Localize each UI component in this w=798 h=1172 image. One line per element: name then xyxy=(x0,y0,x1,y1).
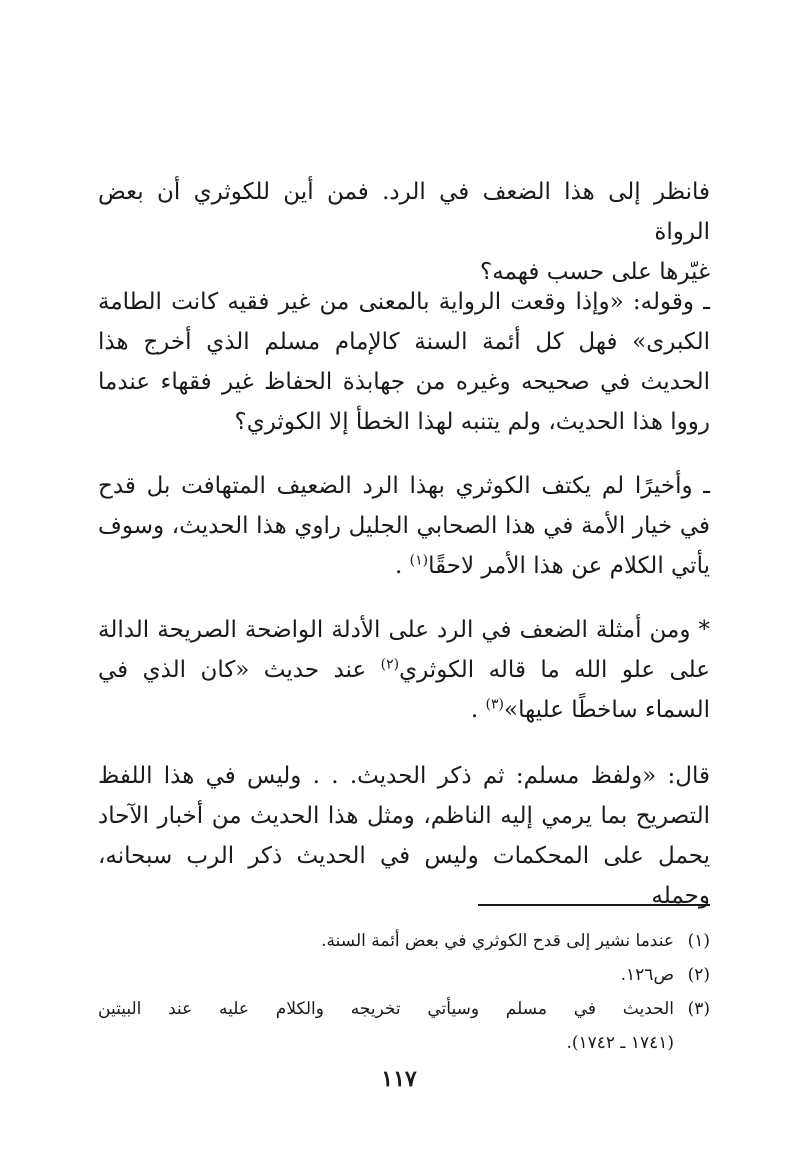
footnote-ref-3[interactable]: (٣) xyxy=(485,696,504,713)
footnote-3-continuation: (١٧٤١ ـ ١٧٤٢). xyxy=(566,1033,674,1053)
paragraph-4-part-1: * ومن أمثلة الضعف في الرد على الأدلة الواضحة الصريحة الدالة على علو الله ما قاله الكوثري xyxy=(98,617,710,683)
paragraph-1-line-1: فانظر إلى هذا الضعف في الرد. فمن أين للكوثري أن بعض الرواة xyxy=(98,179,711,245)
paragraph-4-part-2: عند حديث «كان الذي في السماء ساخطًا عليها» xyxy=(98,657,710,723)
footnote-ref-2[interactable]: (٢) xyxy=(380,656,400,673)
paragraph-5: قال: «ولفظ مسلم: ثم ذكر الحديث. . . وليس في هذا اللفظ التصريح بما يرمي إليه الناظم، ومثل هذا الحديث من أخبار الآحاد يحمل على المحكمات وليس في الحديث ذكر الرب سبحانه، وحمله xyxy=(98,763,710,909)
footnote-1-text: عندما نشير إلى قدح الكوثري في بعض أئمة السنة. xyxy=(321,931,674,951)
footnote-3 xyxy=(98,992,710,1060)
paragraph-1-line-2: غيّرها على حسب فهمه؟ xyxy=(480,259,710,285)
footnote-2 xyxy=(98,958,710,992)
paragraph-1 xyxy=(98,172,710,292)
footnote-3-text: الحديث في مسلم وسيأتي تخريجه والكلام عليه عند البيتين xyxy=(98,999,674,1019)
footnote-1-number: (١) xyxy=(687,931,710,951)
paragraph-4-end: . xyxy=(470,697,486,723)
footnote-divider xyxy=(478,904,710,906)
paragraph-4 xyxy=(98,610,710,730)
footnote-2-number: (٢) xyxy=(687,965,710,985)
footnote-1 xyxy=(98,924,710,958)
paragraph-3-end: . xyxy=(394,553,410,579)
page-number: ١١٧ xyxy=(381,1066,417,1092)
footnote-3-number: (٣) xyxy=(687,999,710,1019)
footnote-ref-1[interactable]: (١) xyxy=(409,552,429,569)
paragraph-3-text: ـ وأخيرًا لم يكتف الكوثري بهذا الرد الضعيف المتهافت بل قدح في خيار الأمة في هذا الصحابي الجليل راوي هذا الحديث، وسوف يأتي الكلام عن هذا الأمر لاحقًا xyxy=(98,473,710,579)
footnote-2-text: ص١٢٦. xyxy=(620,965,674,985)
paragraph-2: ـ وقوله: «وإذا وقعت الرواية بالمعنى من غير فقيه كانت الطامة الكبرى» فهل كل أئمة السنة كالإمام مسلم الذي أخرج هذا الحديث في صحيحه وغيره من جهابذة الحفاظ غير فقهاء عندما رووا هذا الحديث، ولم يتنبه لهذا الخطأ إلا الكوثري؟ xyxy=(98,289,710,435)
paragraph-3 xyxy=(98,466,710,586)
